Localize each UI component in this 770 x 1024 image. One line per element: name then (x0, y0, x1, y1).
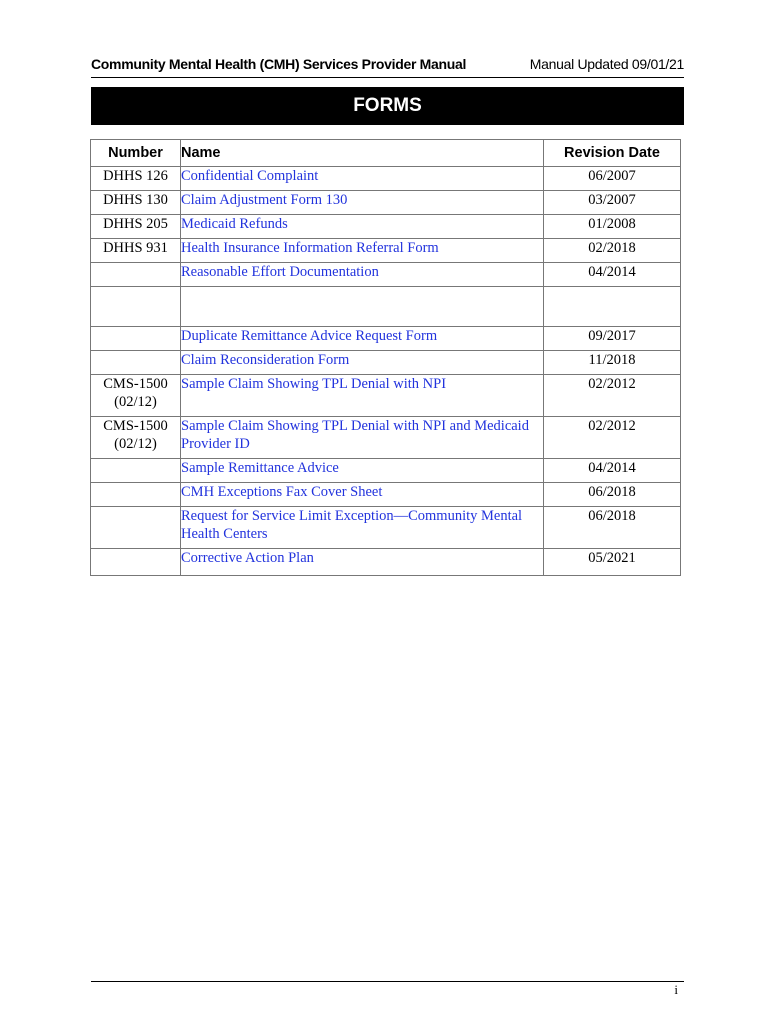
form-link[interactable]: Request for Service Limit Exception—Community Mental Health Centers (181, 507, 544, 549)
form-number (91, 483, 181, 507)
table-row (91, 327, 681, 351)
footer-rule (91, 981, 684, 982)
revision-date (544, 287, 681, 327)
revision-date: 04/2014 (544, 263, 681, 287)
revision-date: 11/2018 (544, 351, 681, 375)
table-row (91, 483, 681, 507)
form-number: DHHS 130 (91, 191, 181, 215)
form-number: DHHS 931 (91, 239, 181, 263)
revision-date: 05/2021 (544, 549, 681, 576)
table-row-empty (91, 287, 681, 327)
form-number (91, 327, 181, 351)
revision-date: 03/2007 (544, 191, 681, 215)
table-header-row (91, 140, 681, 167)
table-row (91, 167, 681, 191)
form-link[interactable]: Confidential Complaint (181, 167, 544, 191)
form-number: CMS-1500 (02/12) (91, 417, 181, 459)
revision-date: 09/2017 (544, 327, 681, 351)
header-rule (91, 77, 684, 78)
revision-date: 06/2018 (544, 483, 681, 507)
form-number (91, 287, 181, 327)
manual-updated-date: Manual Updated 09/01/21 (529, 56, 684, 72)
table-row (91, 417, 681, 459)
manual-title: Community Mental Health (CMH) Services Provider Manual (91, 56, 467, 72)
table-row (91, 549, 681, 576)
form-number (91, 263, 181, 287)
column-header-number: Number (91, 140, 181, 167)
revision-date: 04/2014 (544, 459, 681, 483)
revision-date: 02/2012 (544, 417, 681, 459)
revision-date: 01/2008 (544, 215, 681, 239)
forms-banner: FORMS (91, 87, 684, 125)
form-number (91, 507, 181, 549)
revision-date: 06/2007 (544, 167, 681, 191)
form-link[interactable]: Health Insurance Information Referral Form (181, 239, 544, 263)
table-row (91, 191, 681, 215)
column-header-revision-date: Revision Date (544, 140, 681, 167)
form-link[interactable]: Medicaid Refunds (181, 215, 544, 239)
table-row (91, 239, 681, 263)
form-number (91, 549, 181, 576)
revision-date: 06/2018 (544, 507, 681, 549)
table-row (91, 351, 681, 375)
forms-table (90, 139, 681, 576)
form-link[interactable]: Reasonable Effort Documentation (181, 263, 544, 287)
form-number (91, 351, 181, 375)
table-row (91, 375, 681, 417)
form-number: DHHS 126 (91, 167, 181, 191)
table-row (91, 459, 681, 483)
table-row (91, 507, 681, 549)
page-number: i (674, 982, 678, 997)
form-link[interactable]: Duplicate Remittance Advice Request Form (181, 327, 544, 351)
form-link[interactable]: Corrective Action Plan (181, 549, 544, 576)
form-link[interactable]: Claim Reconsideration Form (181, 351, 544, 375)
form-number (91, 459, 181, 483)
form-name-empty (181, 287, 544, 327)
form-link[interactable]: Claim Adjustment Form 130 (181, 191, 544, 215)
table-row (91, 215, 681, 239)
form-number: DHHS 205 (91, 215, 181, 239)
revision-date: 02/2018 (544, 239, 681, 263)
form-link[interactable]: Sample Claim Showing TPL Denial with NPI and Medicaid Provider ID (181, 417, 544, 459)
form-link[interactable]: Sample Claim Showing TPL Denial with NPI (181, 375, 544, 417)
form-link[interactable]: Sample Remittance Advice (181, 459, 544, 483)
table-row (91, 263, 681, 287)
revision-date: 02/2012 (544, 375, 681, 417)
column-header-name: Name (181, 140, 544, 167)
form-link[interactable]: CMH Exceptions Fax Cover Sheet (181, 483, 544, 507)
form-number: CMS-1500 (02/12) (91, 375, 181, 417)
